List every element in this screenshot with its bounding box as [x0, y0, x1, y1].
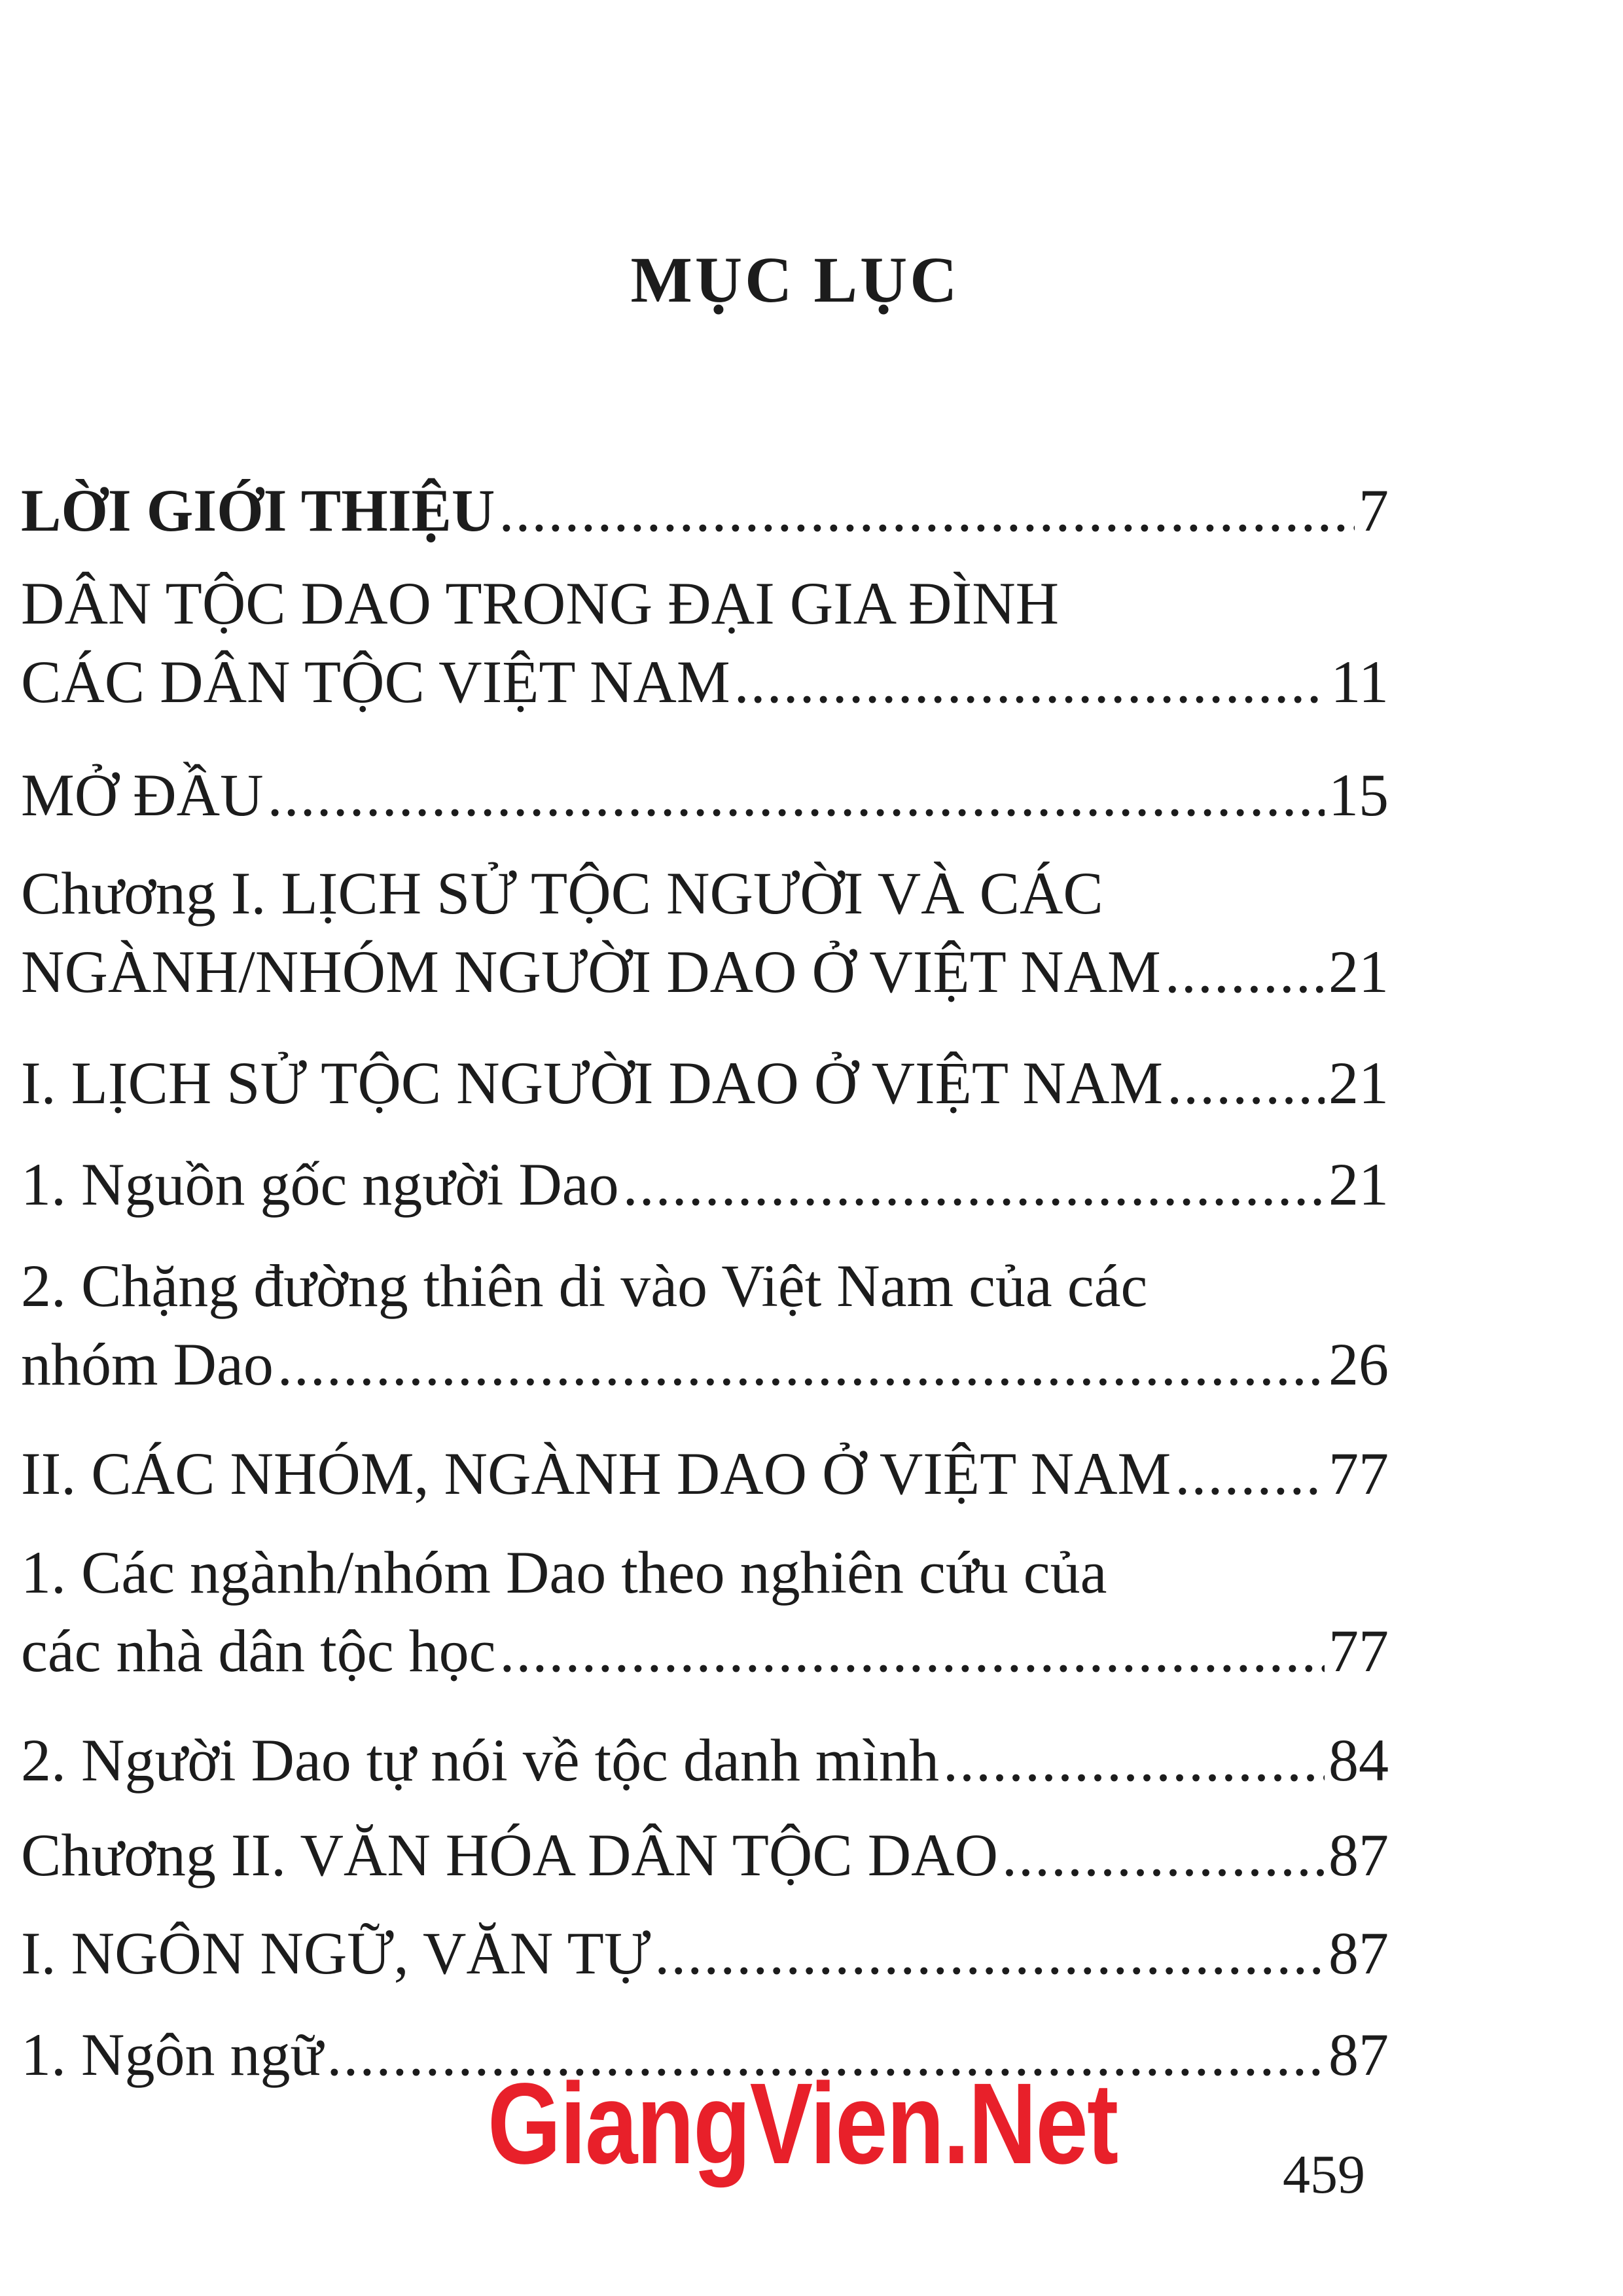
- watermark-logo: GiangVien.Net: [488, 2060, 1118, 2188]
- toc-entry-title: Chương II. VĂN HÓA DÂN TỘC DAO: [21, 1822, 999, 1888]
- toc-page-number: 21: [1329, 1151, 1389, 1218]
- toc-page-number: 77: [1329, 1440, 1389, 1507]
- toc-page-number: 21: [1329, 1050, 1389, 1116]
- toc-leader-dots: [1167, 1044, 1325, 1122]
- toc-entry: [21, 756, 1389, 834]
- toc-page-number: 11: [1330, 648, 1389, 715]
- toc-entry-title: nhóm Dao: [21, 1331, 274, 1398]
- toc-leader-dots: [1165, 932, 1325, 1011]
- toc-entry-title: các nhà dân tộc học: [21, 1617, 496, 1684]
- toc-entry-title: CÁC DÂN TỘC VIỆT NAM: [21, 648, 730, 715]
- toc-page-number: 26: [1329, 1331, 1389, 1398]
- toc-page-number: 84: [1329, 1727, 1389, 1793]
- toc-entry: [21, 471, 1389, 550]
- toc-entry-title: 1. Ngôn ngữ: [21, 2021, 323, 2088]
- toc-leader-dots: [1002, 1816, 1325, 1894]
- toc-entry: [21, 1914, 1389, 1992]
- toc-entry-title: II. CÁC NHÓM, NGÀNH DAO Ở VIỆT NAM: [21, 1440, 1171, 1507]
- toc-entry-title: 1. Nguồn gốc người Dao: [21, 1151, 619, 1218]
- toc-page-number: 21: [1329, 938, 1389, 1005]
- toc-entry: [21, 1246, 1389, 1404]
- toc-entry-title: I. NGÔN NGỮ, VĂN TỰ: [21, 1920, 651, 1987]
- toc-entry: [21, 1816, 1389, 1894]
- toc-entry-title: I. LỊCH SỬ TỘC NGƯỜI DAO Ở VIỆT NAM: [21, 1050, 1164, 1116]
- toc-page-number: 87: [1329, 1822, 1389, 1888]
- toc-leader-dots: [499, 471, 1355, 550]
- toc-leader-dots: [623, 1145, 1325, 1224]
- toc-page-number: 15: [1329, 762, 1389, 828]
- toc-page-number: 77: [1329, 1617, 1389, 1684]
- toc-entry-title-line: Chương I. LỊCH SỬ TỘC NGƯỜI VÀ CÁC: [21, 860, 1103, 927]
- toc-entry-title: 2. Người Dao tự nói về tộc danh mình: [21, 1727, 939, 1793]
- toc-entry-title-line: 1. Các ngành/nhóm Dao theo nghiên cứu của: [21, 1539, 1107, 1606]
- toc-entry-title: MỞ ĐẦU: [21, 762, 264, 828]
- toc-leader-dots: [277, 1325, 1325, 1404]
- toc-leader-dots: [654, 1914, 1325, 1992]
- toc-leader-dots: [734, 643, 1327, 721]
- toc-entry: [21, 854, 1389, 1011]
- toc-leader-dots: [499, 1612, 1325, 1690]
- toc-entry: [21, 1533, 1389, 1690]
- toc-leader-dots: [268, 756, 1325, 834]
- toc-entry: [21, 1721, 1389, 1799]
- toc-entry: [21, 1434, 1389, 1513]
- toc-entry-title-line: DÂN TỘC DAO TRONG ĐẠI GIA ĐÌNH: [21, 570, 1060, 637]
- toc-page-number: 7: [1359, 477, 1389, 544]
- toc-leader-dots: [943, 1721, 1325, 1799]
- toc-entry-title: LỜI GIỚI THIỆU: [21, 477, 495, 544]
- toc-leader-dots: [1175, 1434, 1325, 1513]
- toc-entry: [21, 1044, 1389, 1122]
- toc-page-number: 87: [1329, 2021, 1389, 2088]
- toc-page-number: 87: [1329, 1920, 1389, 1987]
- page-title: MỤC LỤC: [630, 243, 960, 316]
- toc-entry-title-line: 2. Chặng đường thiên di vào Việt Nam của các: [21, 1252, 1148, 1319]
- toc-entry: [21, 1145, 1389, 1224]
- toc-entry: [21, 564, 1389, 721]
- page-number: 459: [1283, 2144, 1365, 2205]
- toc-entry-title: NGÀNH/NHÓM NGƯỜI DAO Ở VIỆT NAM: [21, 938, 1161, 1005]
